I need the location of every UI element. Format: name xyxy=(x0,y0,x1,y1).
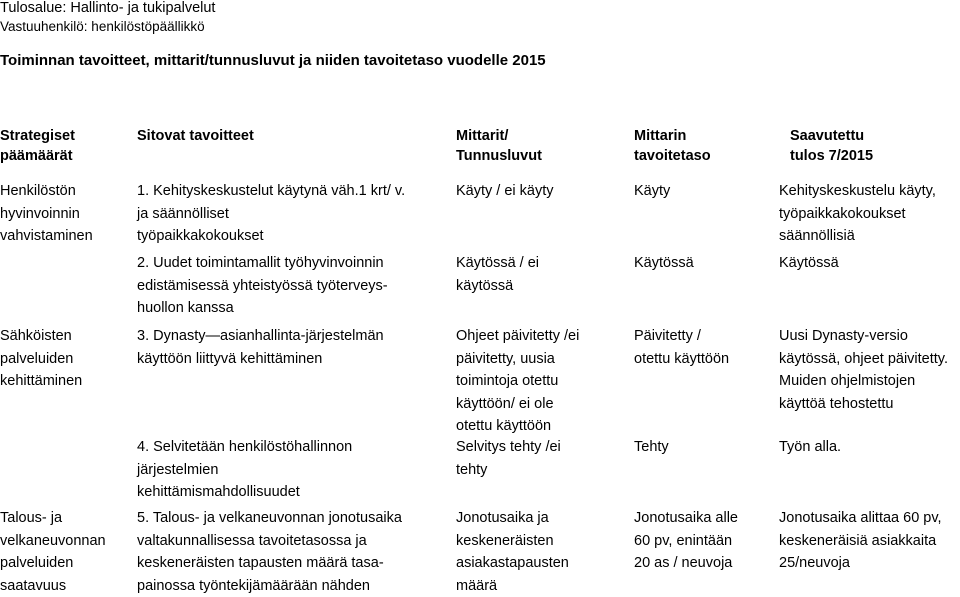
cell-line: Uusi Dynasty-versio xyxy=(779,325,959,348)
cell-line: painossa työntekijämäärään nähden xyxy=(137,575,447,597)
row-3-strategic xyxy=(0,325,130,393)
cell-line: keskeneräisiä asiakkaita xyxy=(779,530,959,553)
cell-line: työpaikkakokoukset xyxy=(779,203,959,226)
cell-line: Tehty xyxy=(634,436,769,459)
row-5-metric xyxy=(456,507,626,597)
column-header-line: Saavutettu xyxy=(790,126,960,146)
cell-line: kehittämismahdollisuudet xyxy=(137,481,447,504)
cell-line: otettu käyttöön xyxy=(456,415,626,438)
column-header-line: Tunnusluvut xyxy=(456,146,626,166)
column-header-line: Strategiset xyxy=(0,126,130,146)
sector-label: Tulosalue: xyxy=(0,0,70,16)
cell-line: 1. Kehityskeskustelut käytynä väh.1 krt/ v. xyxy=(137,180,447,203)
column-header-line: Mittarit/ xyxy=(456,126,626,146)
cell-line: valtakunnallisessa tavoitetasossa ja xyxy=(137,530,447,553)
cell-line: saatavuus xyxy=(0,575,130,597)
cell-line: Käytössä xyxy=(779,252,959,275)
row-2-target xyxy=(634,252,769,275)
cell-line: Päivitetty / xyxy=(634,325,769,348)
cell-line: Jonotusaika alittaa 60 pv, xyxy=(779,507,959,530)
column-header-target xyxy=(634,126,769,166)
cell-line: palveluiden xyxy=(0,348,130,371)
cell-line: Käytössä / ei xyxy=(456,252,626,275)
row-2-metric xyxy=(456,252,626,297)
row-1-target xyxy=(634,180,769,203)
cell-line: 2. Uudet toimintamallit työhyvinvoinnin xyxy=(137,252,447,275)
cell-line: toimintoja otettu xyxy=(456,370,626,393)
row-5-strategic xyxy=(0,507,130,597)
cell-line: 60 pv, enintään xyxy=(634,530,769,553)
row-4-target xyxy=(634,436,769,459)
cell-line: 25/neuvoja xyxy=(779,552,959,575)
row-4-metric xyxy=(456,436,626,481)
cell-line: 20 as / neuvoja xyxy=(634,552,769,575)
cell-line: Käyty / ei käyty xyxy=(456,180,626,203)
row-3-target xyxy=(634,325,769,370)
cell-line: edistämisessä yhteistyössä työterveys- xyxy=(137,275,447,298)
cell-line: tehty xyxy=(456,459,626,482)
cell-line: käyttöön/ ei ole xyxy=(456,393,626,416)
row-1-strategic xyxy=(0,180,130,248)
cell-line: säännöllisiä xyxy=(779,225,959,248)
cell-line: Käyty xyxy=(634,180,769,203)
cell-line: velkaneuvonnan xyxy=(0,530,130,553)
column-header-goals xyxy=(137,126,447,146)
row-3-goal xyxy=(137,325,447,370)
row-2-goal xyxy=(137,252,447,320)
column-header-line: Mittarin xyxy=(634,126,769,146)
cell-line: järjestelmien xyxy=(137,459,447,482)
column-header-metrics xyxy=(456,126,626,166)
row-4-goal xyxy=(137,436,447,504)
cell-line: ja säännölliset xyxy=(137,203,447,226)
cell-line: palveluiden xyxy=(0,552,130,575)
responsible-person: Vastuuhenkilö: henkilöstöpäällikkö xyxy=(0,18,205,35)
cell-line: Muiden ohjelmistojen xyxy=(779,370,959,393)
cell-line: huollon kanssa xyxy=(137,297,447,320)
cell-line: Ohjeet päivitetty /ei xyxy=(456,325,626,348)
cell-line: Jonotusaika ja xyxy=(456,507,626,530)
cell-line: päivitetty, uusia xyxy=(456,348,626,371)
row-2-result xyxy=(779,252,959,275)
cell-line: 4. Selvitetään henkilöstöhallinnon xyxy=(137,436,447,459)
cell-line: käyttöön liittyvä kehittäminen xyxy=(137,348,447,371)
row-1-goal xyxy=(137,180,447,248)
cell-line: työpaikkakokoukset xyxy=(137,225,447,248)
row-1-result xyxy=(779,180,959,248)
cell-line: vahvistaminen xyxy=(0,225,130,248)
cell-line: Työn alla. xyxy=(779,436,959,459)
cell-line: kehittäminen xyxy=(0,370,130,393)
cell-line: hyvinvoinnin xyxy=(0,203,130,226)
column-header-line: päämäärät xyxy=(0,146,130,166)
cell-line: Sähköisten xyxy=(0,325,130,348)
sector-line xyxy=(0,0,215,17)
cell-line: Selvitys tehty /ei xyxy=(456,436,626,459)
cell-line: Henkilöstön xyxy=(0,180,130,203)
document-title: Toiminnan tavoitteet, mittarit/tunnusluvut ja niiden tavoitetaso vuodelle 2015 xyxy=(0,52,546,69)
row-4-result xyxy=(779,436,959,459)
cell-line: keskeneräisten tapausten määrä tasa- xyxy=(137,552,447,575)
cell-line: käytössä, ohjeet päivitetty. xyxy=(779,348,959,371)
cell-line: Jonotusaika alle xyxy=(634,507,769,530)
row-5-goal xyxy=(137,507,447,597)
cell-line: Käytössä xyxy=(634,252,769,275)
column-header-result xyxy=(790,126,960,166)
row-3-result xyxy=(779,325,959,415)
cell-line: määrä xyxy=(456,575,626,597)
cell-line: 3. Dynasty—asianhallinta-järjestelmän xyxy=(137,325,447,348)
cell-line: otettu käyttöön xyxy=(634,348,769,371)
cell-line: keskeneräisten xyxy=(456,530,626,553)
cell-line: asiakastapausten xyxy=(456,552,626,575)
row-1-metric xyxy=(456,180,626,203)
column-header-strategic xyxy=(0,126,130,166)
row-5-result xyxy=(779,507,959,575)
cell-line: käytössä xyxy=(456,275,626,298)
row-3-metric xyxy=(456,325,626,438)
cell-line: käyttöä tehostettu xyxy=(779,393,959,416)
column-header-line: tavoitetaso xyxy=(634,146,769,166)
row-5-target xyxy=(634,507,769,575)
sector-value: Hallinto- ja tukipalvelut xyxy=(70,0,215,16)
column-header-line: tulos 7/2015 xyxy=(790,146,960,166)
cell-line: Kehityskeskustelu käyty, xyxy=(779,180,959,203)
cell-line: Talous- ja xyxy=(0,507,130,530)
column-header-line: Sitovat tavoitteet xyxy=(137,126,447,146)
cell-line: 5. Talous- ja velkaneuvonnan jonotusaika xyxy=(137,507,447,530)
